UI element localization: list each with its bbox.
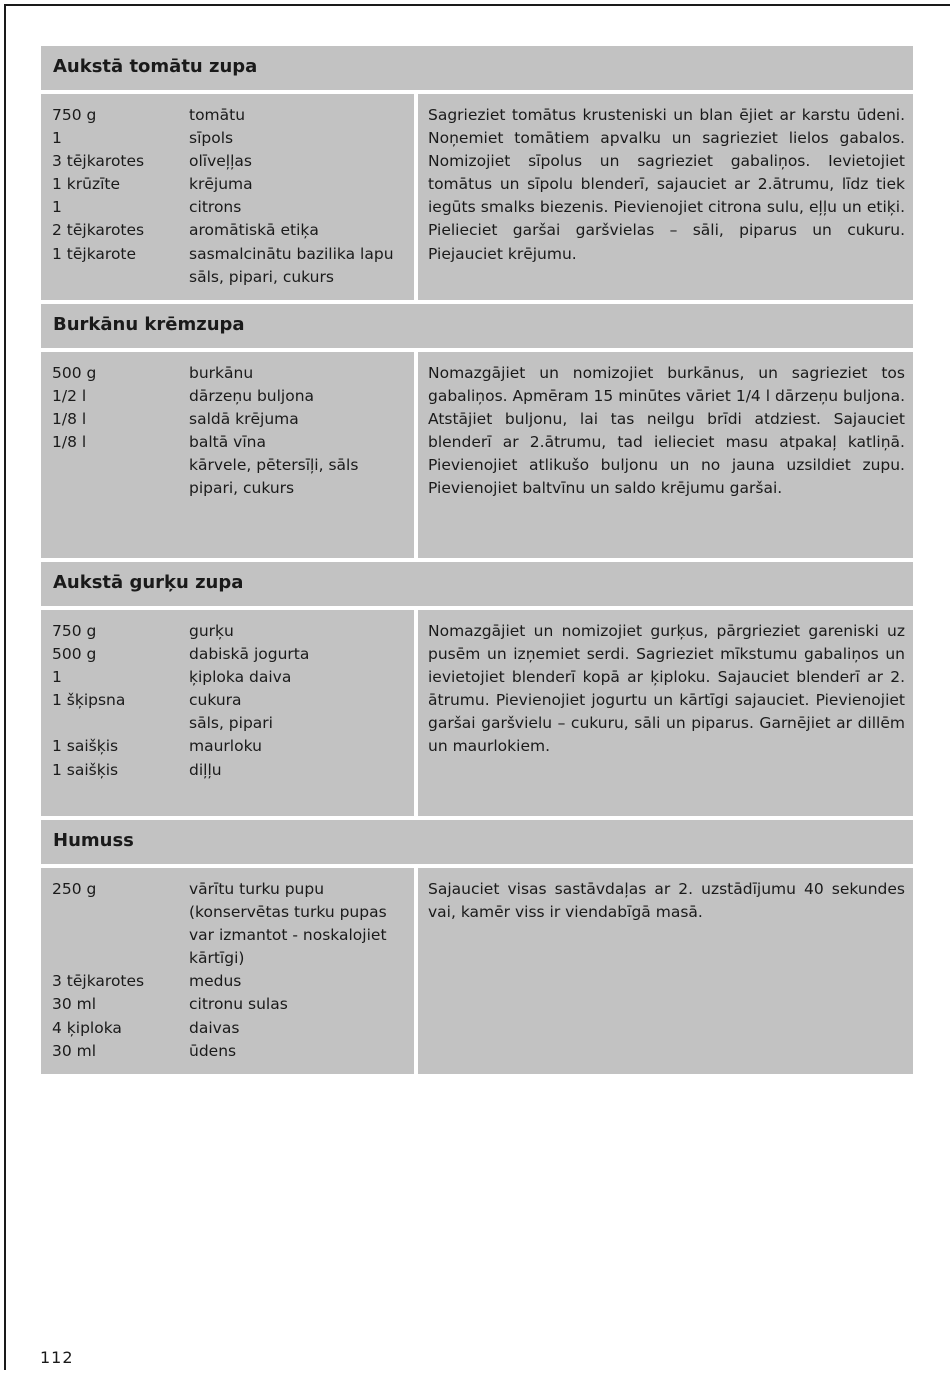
ingredient-qty: 30 ml <box>52 1041 97 1060</box>
ingredient-qty: 3 tējkarotes <box>52 972 145 991</box>
ingredient-row <box>52 735 404 758</box>
method-text: Nomazgājiet un nomizojiet burkānus, un sagrieziet tos gabaliņos. Apmēram 15 minūtes vāriet 1/4 l dārzeņu buljona. Atstājiet buljonu, lai tas neilgu brīdi atdziest. Sajauciet blenderī ar 2.ātrumu, tad ielieciet masu atpakaļ katliņā. Pievienojiet atlikušo buljonu un no jauna uzsildiet zupu. Pievienojiet baltvīnu un saldo krējumu garšai. <box>418 352 913 558</box>
ingredient-qty: 1 krūzīte <box>52 175 121 194</box>
ingredient-name: tomātu <box>189 106 246 124</box>
ingredient-qty <box>52 454 189 477</box>
ingredient-row <box>52 362 404 385</box>
ingredient-name: dabiskā jogurta <box>189 645 310 664</box>
method-text: Sajauciet visas sastāvdaļas ar 2. uzstādījumu 40 sekundes vai, kamēr viss ir viendabīgā masā. <box>418 868 913 1074</box>
ingredient-qty: 500 g <box>52 364 97 382</box>
ingredient-row <box>52 104 404 127</box>
ingredient-row <box>52 219 404 242</box>
ingredient-qty: 1/8 l <box>52 433 87 452</box>
ingredient-qty: 750 g <box>52 106 97 124</box>
ingredient-qty: 1 saišķis <box>52 737 119 756</box>
ingredient-qty: 1 saišķis <box>52 760 119 779</box>
ingredient-name: sasmalcinātu bazilika lapu <box>189 244 394 263</box>
page-frame-top <box>4 4 950 6</box>
method-text: Sagrieziet tomātus krusteniski un blan ējiet ar karstu ūdeni. Noņemiet tomātiem apvalku un sagrieziet lielos gabalos. Nomizojiet sīpolus un sagrieziet gabaliņos. Ievietojiet tomātus un sīpolu blenderī, sajauciet ar 2.ātrumu, līdz tiek iegūts smalks biezenis. Pievienojiet citrona sulu, eļļu un etiķi. Pielieciet garšai garšvielas – sāli, piparus un cukuru. Piejauciet krējumu. <box>418 94 913 300</box>
ingredient-qty: 1 <box>52 198 62 217</box>
recipe-title: Aukstā gurķu zupa <box>41 562 913 606</box>
ingredient-qty: 30 ml <box>52 995 97 1014</box>
ingredient-qty: 250 g <box>52 880 97 898</box>
method-text: Nomazgājiet un nomizojiet gurķus, pārgrieziet gareniski uz pusēm un izņemiet serdi. Sagrieziet mīkstumu gabaliņos un ievietojiet blenderī kopā ar ķiploku. Sajauciet blenderī ar 2. ātrumu. Pievienojiet jogurtu un kārtīgi sajauciet. Pievienojiet garšai garšvielu – cukuru, sāli un piparus. Garnējiet ar dillēm un maurlokiem. <box>418 610 913 816</box>
ingredient-name: cukura <box>189 691 242 710</box>
ingredient-row <box>52 712 404 735</box>
ingredient-row <box>52 689 404 712</box>
ingredient-row <box>52 454 404 477</box>
ingredient-row <box>52 666 404 689</box>
ingredient-qty: 1/2 l <box>52 387 87 406</box>
ingredient-name: sāls, pipari, cukurs <box>189 267 334 286</box>
ingredients-list <box>41 868 414 1074</box>
ingredient-row <box>52 620 404 643</box>
ingredient-row <box>52 173 404 196</box>
ingredient-qty: 1 šķipsna <box>52 691 126 710</box>
ingredients-list <box>41 94 414 300</box>
ingredients-list <box>41 610 414 816</box>
ingredient-name: burkānu <box>189 364 254 382</box>
ingredient-name: kārvele, pētersīļi, sāls <box>189 456 359 475</box>
page-frame-left <box>4 4 6 1370</box>
ingredient-name: olīveļļas <box>189 152 252 171</box>
recipe-title: Burkānu krēmzupa <box>41 304 913 348</box>
ingredient-name: krējuma <box>189 175 253 194</box>
ingredient-qty: 1 <box>52 129 62 148</box>
recipe-title: Humuss <box>41 820 913 864</box>
ingredient-qty <box>52 477 189 500</box>
ingredient-row <box>52 1017 404 1040</box>
ingredient-name: saldā krējuma <box>189 410 299 429</box>
ingredient-row <box>52 878 404 970</box>
ingredient-name: daivas <box>189 1018 240 1037</box>
ingredient-name: ūdens <box>189 1041 237 1060</box>
ingredient-name: dārzeņu buljona <box>189 387 315 406</box>
ingredient-row <box>52 477 404 500</box>
ingredient-row <box>52 196 404 219</box>
ingredient-name: vārītu turku pupu (konservētas turku pupas var izmantot - noskalojiet kārtīgi) <box>189 880 387 968</box>
ingredient-name: citronu sulas <box>189 995 288 1014</box>
ingredient-row <box>52 993 404 1016</box>
ingredient-qty: 1 <box>52 668 62 687</box>
ingredient-row <box>52 970 404 993</box>
ingredient-row <box>52 431 404 454</box>
ingredient-qty <box>52 712 189 735</box>
ingredient-name: citrons <box>189 198 242 217</box>
ingredient-qty: 2 tējkarotes <box>52 221 145 240</box>
ingredient-row <box>52 643 404 666</box>
ingredient-qty <box>52 266 189 289</box>
ingredient-row <box>52 243 404 266</box>
ingredient-row <box>52 266 404 289</box>
ingredient-name: maurloku <box>189 737 262 756</box>
ingredient-name: gurķu <box>189 622 234 640</box>
ingredient-row <box>52 759 404 782</box>
ingredient-qty: 500 g <box>52 645 97 664</box>
ingredient-name: baltā vīna <box>189 433 266 452</box>
ingredient-row <box>52 127 404 150</box>
ingredient-row <box>52 150 404 173</box>
ingredient-qty: 4 ķiploka <box>52 1018 122 1037</box>
ingredient-qty: 1/8 l <box>52 410 87 429</box>
recipe-title: Aukstā tomātu zupa <box>41 46 913 90</box>
ingredient-name: pipari, cukurs <box>189 479 295 498</box>
ingredient-name: diļļu <box>189 760 222 779</box>
ingredient-row <box>52 408 404 431</box>
ingredient-name: sīpols <box>189 129 234 148</box>
ingredient-qty: 1 tējkarote <box>52 244 137 263</box>
ingredient-name: medus <box>189 972 242 991</box>
ingredient-row <box>52 385 404 408</box>
ingredient-qty: 750 g <box>52 622 97 640</box>
ingredients-list <box>41 352 414 558</box>
ingredient-name: aromātiskā etiķa <box>189 221 319 240</box>
ingredient-name: sāls, pipari <box>189 714 273 733</box>
ingredient-name: ķiploka daiva <box>189 668 292 687</box>
ingredient-row <box>52 1040 404 1063</box>
page-number: 112 <box>40 1348 74 1367</box>
ingredient-qty: 3 tējkarotes <box>52 152 145 171</box>
